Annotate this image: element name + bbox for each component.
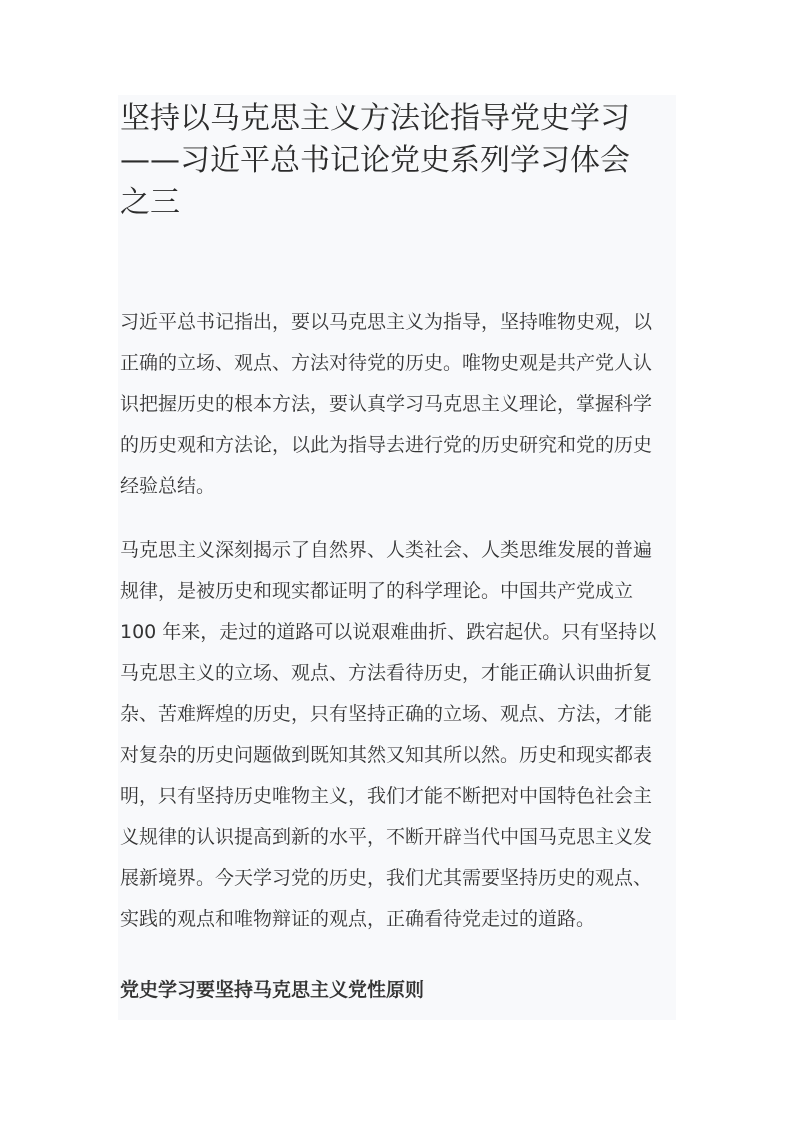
paragraph-line: 马克思主义深刻揭示了自然界、人类社会、人类思维发展的普遍 bbox=[120, 539, 653, 561]
paragraph-line: 展新境界。今天学习党的历史，我们尤其需要坚持历史的观点、 bbox=[120, 867, 653, 889]
article-title bbox=[120, 98, 676, 224]
paragraph-line: 马克思主义的立场、观点、方法看待历史，才能正确认识曲折复 bbox=[120, 662, 653, 684]
paragraph-line: 经验总结。 bbox=[120, 475, 216, 497]
title-line: 之三 bbox=[120, 185, 180, 220]
paragraph-line: 明，只有坚持历史唯物主义，我们才能不断把对中国特色社会主 bbox=[120, 785, 653, 807]
paragraph-line: 义规律的认识提高到新的水平，不断开辟当代中国马克思主义发 bbox=[120, 826, 653, 848]
paragraph-line: 规律，是被历史和现实都证明了的科学理论。中国共产党成立 bbox=[120, 580, 634, 602]
section-subheading: 党史学习要坚持马克思主义党性原则 bbox=[120, 979, 425, 1001]
paragraph-1 bbox=[120, 302, 676, 507]
paragraph-line: 实践的观点和唯物辩证的观点，正确看待党走过的道路。 bbox=[120, 908, 596, 930]
paragraph-2 bbox=[120, 530, 676, 940]
paragraph-line: 习近平总书记指出，要以马克思主义为指导，坚持唯物史观，以 bbox=[120, 311, 653, 333]
paragraph-line: 杂、苦难辉煌的历史，只有坚持正确的立场、观点、方法，才能 bbox=[120, 703, 653, 725]
paragraph-line: 正确的立场、观点、方法对待党的历史。唯物史观是共产党人认 bbox=[120, 352, 653, 374]
paragraph-line: 的历史观和方法论，以此为指导去进行党的历史研究和党的历史 bbox=[120, 434, 653, 456]
paragraph-line: 100 年来，走过的道路可以说艰难曲折、跌宕起伏。只有坚持以 bbox=[120, 621, 657, 643]
title-line: ——习近平总书记论党史系列学习体会 bbox=[120, 143, 630, 178]
title-line: 坚持以马克思主义方法论指导党史学习 bbox=[120, 101, 630, 136]
paragraph-line: 对复杂的历史问题做到既知其然又知其所以然。历史和现实都表 bbox=[120, 744, 653, 766]
paragraph-line: 识把握历史的根本方法，要认真学习马克思主义理论，掌握科学 bbox=[120, 393, 653, 415]
